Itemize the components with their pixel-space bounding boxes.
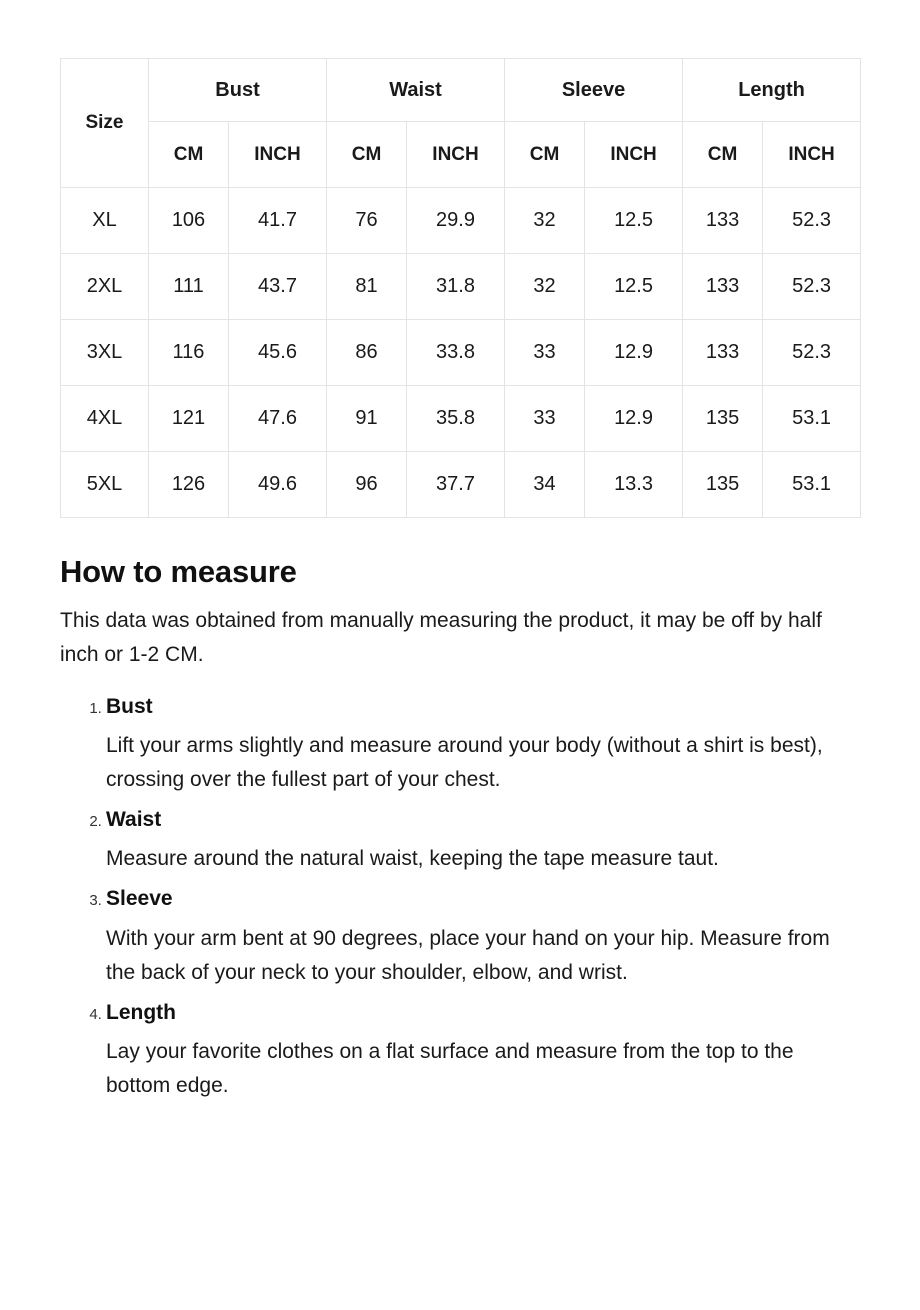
cell-waist-cm: 76 <box>327 188 407 254</box>
cell-length-inch: 53.1 <box>763 386 861 452</box>
cell-bust-cm: 111 <box>149 254 229 320</box>
measure-instructions-list <box>60 694 860 1103</box>
cell-bust-inch: 49.6 <box>229 452 327 518</box>
cell-size: 2XL <box>61 254 149 320</box>
cell-waist-inch: 37.7 <box>407 452 505 518</box>
cell-waist-inch: 33.8 <box>407 320 505 386</box>
cell-sleeve-cm: 32 <box>505 188 585 254</box>
cell-sleeve-inch: 12.5 <box>585 188 683 254</box>
cell-bust-inch: 45.6 <box>229 320 327 386</box>
cell-sleeve-cm: 33 <box>505 386 585 452</box>
cell-sleeve-inch: 12.9 <box>585 320 683 386</box>
cell-bust-cm: 116 <box>149 320 229 386</box>
cell-sleeve-cm: 32 <box>505 254 585 320</box>
cell-bust-cm: 106 <box>149 188 229 254</box>
cell-bust-cm: 121 <box>149 386 229 452</box>
list-item <box>106 807 860 876</box>
cell-length-inch: 52.3 <box>763 188 861 254</box>
unit-header-bust-cm: CM <box>149 122 229 188</box>
cell-size: 4XL <box>61 386 149 452</box>
cell-bust-cm: 126 <box>149 452 229 518</box>
table-row <box>61 320 861 386</box>
cell-sleeve-cm: 34 <box>505 452 585 518</box>
cell-waist-cm: 81 <box>327 254 407 320</box>
column-group-length: Length <box>683 59 861 122</box>
cell-waist-inch: 31.8 <box>407 254 505 320</box>
cell-bust-inch: 41.7 <box>229 188 327 254</box>
table-row <box>61 452 861 518</box>
unit-header-sleeve-inch: INCH <box>585 122 683 188</box>
cell-length-cm: 135 <box>683 386 763 452</box>
cell-length-cm: 133 <box>683 188 763 254</box>
cell-waist-cm: 91 <box>327 386 407 452</box>
cell-sleeve-inch: 12.5 <box>585 254 683 320</box>
list-item-body: Lay your favorite clothes on a flat surface and measure from the top to the bottom edge. <box>106 1039 794 1097</box>
table-row <box>61 254 861 320</box>
table-header-groups <box>61 59 861 122</box>
cell-waist-cm: 96 <box>327 452 407 518</box>
unit-header-sleeve-cm: CM <box>505 122 585 188</box>
cell-bust-inch: 43.7 <box>229 254 327 320</box>
cell-length-inch: 53.1 <box>763 452 861 518</box>
list-item-title: 4. Length <box>106 1000 176 1024</box>
list-item-title: 2. Waist <box>106 808 162 832</box>
unit-header-length-cm: CM <box>683 122 763 188</box>
intro-text: This data was obtained from manually measuring the product, it may be off by half inch or 1-2 CM. <box>60 609 822 667</box>
list-item-title: 3. Sleeve <box>106 887 173 911</box>
column-group-sleeve: Sleeve <box>505 59 683 122</box>
unit-header-bust-inch: INCH <box>229 122 327 188</box>
cell-length-cm: 133 <box>683 254 763 320</box>
list-item <box>106 1000 860 1103</box>
list-item-body: Measure around the natural waist, keeping the tape measure taut. <box>106 847 719 871</box>
list-item-body: With your arm bent at 90 degrees, place your hand on your hip. Measure from the back of your neck to your shoulder, elbow, and wrist. <box>106 926 830 984</box>
table-row <box>61 188 861 254</box>
cell-size: 3XL <box>61 320 149 386</box>
unit-header-length-inch: INCH <box>763 122 861 188</box>
column-header-size: Size <box>61 59 149 188</box>
cell-sleeve-cm: 33 <box>505 320 585 386</box>
cell-length-cm: 135 <box>683 452 763 518</box>
cell-size: XL <box>61 188 149 254</box>
table-header-units <box>61 122 861 188</box>
list-item-body: Lift your arms slightly and measure around your body (without a shirt is best), crossing over the fullest part of your chest. <box>106 734 823 792</box>
unit-header-waist-cm: CM <box>327 122 407 188</box>
cell-length-cm: 133 <box>683 320 763 386</box>
cell-waist-cm: 86 <box>327 320 407 386</box>
cell-waist-inch: 35.8 <box>407 386 505 452</box>
cell-bust-inch: 47.6 <box>229 386 327 452</box>
unit-header-waist-inch: INCH <box>407 122 505 188</box>
cell-sleeve-inch: 13.3 <box>585 452 683 518</box>
cell-waist-inch: 29.9 <box>407 188 505 254</box>
column-group-bust: Bust <box>149 59 327 122</box>
list-item <box>106 886 860 989</box>
column-group-waist: Waist <box>327 59 505 122</box>
cell-length-inch: 52.3 <box>763 320 861 386</box>
cell-sleeve-inch: 12.9 <box>585 386 683 452</box>
list-item-title: 1. Bust <box>106 695 153 719</box>
page-title: How to measure <box>60 554 297 589</box>
table-row <box>61 386 861 452</box>
size-chart-table <box>60 58 861 518</box>
cell-length-inch: 52.3 <box>763 254 861 320</box>
cell-size: 5XL <box>61 452 149 518</box>
list-item <box>106 694 860 797</box>
